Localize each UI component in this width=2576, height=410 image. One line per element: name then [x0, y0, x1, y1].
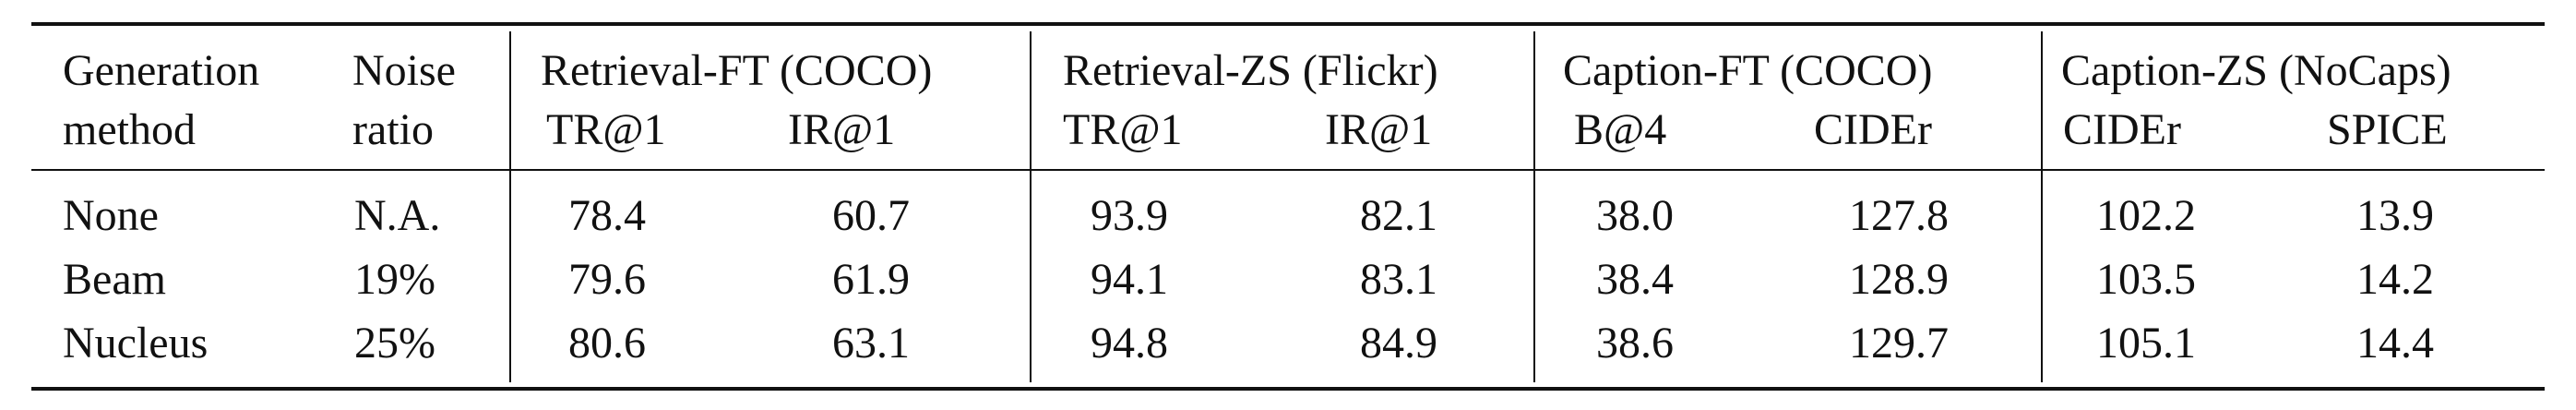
table-cell: 78.4: [568, 191, 646, 240]
table-top-rule: [31, 22, 2545, 26]
table-cell: 94.8: [1091, 319, 1168, 368]
header-group-caption-zs: Caption-ZS (NoCaps): [2061, 46, 2451, 95]
header-metric-cider: CIDEr: [1814, 105, 1932, 154]
header-metric-tr1: TR@1: [1063, 105, 1183, 154]
table-cell: 82.1: [1360, 191, 1437, 240]
table-cell: 103.5: [2096, 255, 2196, 304]
table-cell: 79.6: [568, 255, 646, 304]
header-group-retrieval-zs: Retrieval-ZS (Flickr): [1063, 46, 1438, 95]
row-method: None: [63, 191, 159, 240]
row-noise: 25%: [354, 319, 435, 368]
table-cell: 80.6: [568, 319, 646, 368]
table-cell: 127.8: [1849, 191, 1949, 240]
column-divider: [1533, 31, 1535, 382]
header-method: method: [63, 105, 196, 154]
column-divider: [2041, 31, 2043, 382]
header-group-caption-ft: Caption-FT (COCO): [1563, 46, 1933, 95]
column-divider: [1030, 31, 1032, 382]
table-cell: 129.7: [1849, 319, 1949, 368]
table-cell: 61.9: [832, 255, 910, 304]
header-metric-tr1: TR@1: [546, 105, 666, 154]
row-method: Nucleus: [63, 319, 209, 368]
table-cell: 94.1: [1091, 255, 1168, 304]
table-cell: 14.2: [2356, 255, 2434, 304]
table-cell: 14.4: [2356, 319, 2434, 368]
header-noise: Noise: [352, 46, 456, 95]
column-divider: [509, 31, 511, 382]
table-cell: 38.6: [1596, 319, 1674, 368]
table-cell: 105.1: [2096, 319, 2196, 368]
row-method: Beam: [63, 255, 166, 304]
header-ratio: ratio: [352, 105, 434, 154]
table-cell: 93.9: [1091, 191, 1168, 240]
table-cell: 38.4: [1596, 255, 1674, 304]
table-bottom-rule: [31, 387, 2545, 391]
header-metric-cider: CIDEr: [2063, 105, 2181, 154]
header-group-retrieval-ft: Retrieval-FT (COCO): [541, 46, 933, 95]
header-metric-ir1: IR@1: [788, 105, 896, 154]
header-metric-spice: SPICE: [2327, 105, 2448, 154]
table-cell: 128.9: [1849, 255, 1949, 304]
table-header-rule: [31, 169, 2545, 171]
header-metric-ir1: IR@1: [1325, 105, 1433, 154]
table-cell: 63.1: [832, 319, 910, 368]
table-cell: 13.9: [2356, 191, 2434, 240]
row-noise: 19%: [354, 255, 435, 304]
row-noise: N.A.: [354, 191, 441, 240]
header-generation: Generation: [63, 46, 260, 95]
header-metric-b4: B@4: [1574, 105, 1667, 154]
table-cell: 83.1: [1360, 255, 1437, 304]
table-cell: 102.2: [2096, 191, 2196, 240]
table-cell: 84.9: [1360, 319, 1437, 368]
table-cell: 38.0: [1596, 191, 1674, 240]
table-cell: 60.7: [832, 191, 910, 240]
